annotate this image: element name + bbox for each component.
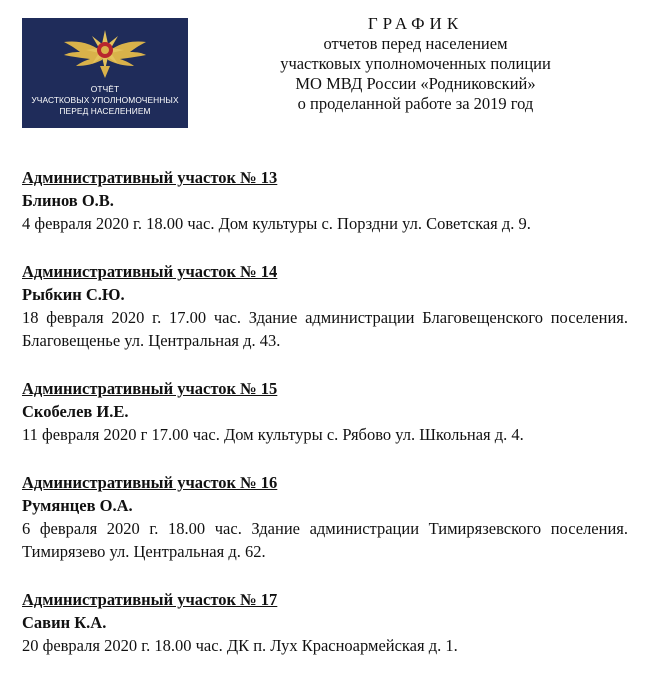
emblem-caption-line: ОТЧЁТ (90, 84, 120, 94)
officer-name: Савин К.А. (22, 613, 107, 632)
officer-name: Скобелев И.Е. (22, 402, 129, 421)
header-line: участковых уполномоченных полиции (280, 54, 551, 73)
emblem-caption (22, 84, 188, 117)
district-title: Административный участок № 13 (22, 168, 278, 187)
district-title: Административный участок № 14 (22, 262, 278, 281)
district-title: Административный участок № 16 (22, 473, 278, 492)
officer-name: Румянцев О.А. (22, 496, 133, 515)
district-section (22, 166, 628, 235)
header-line: о проделанной работе за 2019 год (297, 94, 534, 113)
header-line: отчетов перед населением (323, 34, 508, 53)
district-section (22, 588, 628, 657)
district-section (22, 377, 628, 446)
meeting-details: 6 февраля 2020 г. 18.00 час. Здание администрации Тимирязевского поселения. Тимирязево ул. Центральная д. 62. (22, 519, 628, 561)
police-report-emblem (22, 18, 188, 128)
meeting-details: 11 февраля 2020 г 17.00 час. Дом культуры с. Рябово ул. Школьная д. 4. (22, 425, 524, 444)
district-section (22, 471, 628, 563)
district-title: Административный участок № 17 (22, 590, 278, 609)
schedule-list (22, 166, 628, 682)
header-line: МО МВД России «Родниковский» (295, 74, 536, 93)
police-emblem-icon (60, 26, 150, 82)
meeting-details: 20 февраля 2020 г. 18.00 час. ДК п. Лух Красноармейская д. 1. (22, 636, 458, 655)
officer-name: Рыбкин С.Ю. (22, 285, 125, 304)
district-section (22, 260, 628, 352)
document-title: ГРАФИК (367, 14, 464, 33)
meeting-details: 18 февраля 2020 г. 17.00 час. Здание администрации Благовещенского поселения. Благовещенье ул. Центральная д. 43. (22, 308, 628, 350)
meeting-details: 4 февраля 2020 г. 18.00 час. Дом культуры с. Порздни ул. Советская д. 9. (22, 214, 531, 233)
document-header (205, 14, 626, 114)
officer-name: Блинов О.В. (22, 191, 114, 210)
emblem-caption-line: УЧАСТКОВЫХ УПОЛНОМОЧЕННЫХ (31, 95, 179, 105)
district-title: Административный участок № 15 (22, 379, 278, 398)
emblem-caption-line: ПЕРЕД НАСЕЛЕНИЕМ (59, 106, 151, 116)
